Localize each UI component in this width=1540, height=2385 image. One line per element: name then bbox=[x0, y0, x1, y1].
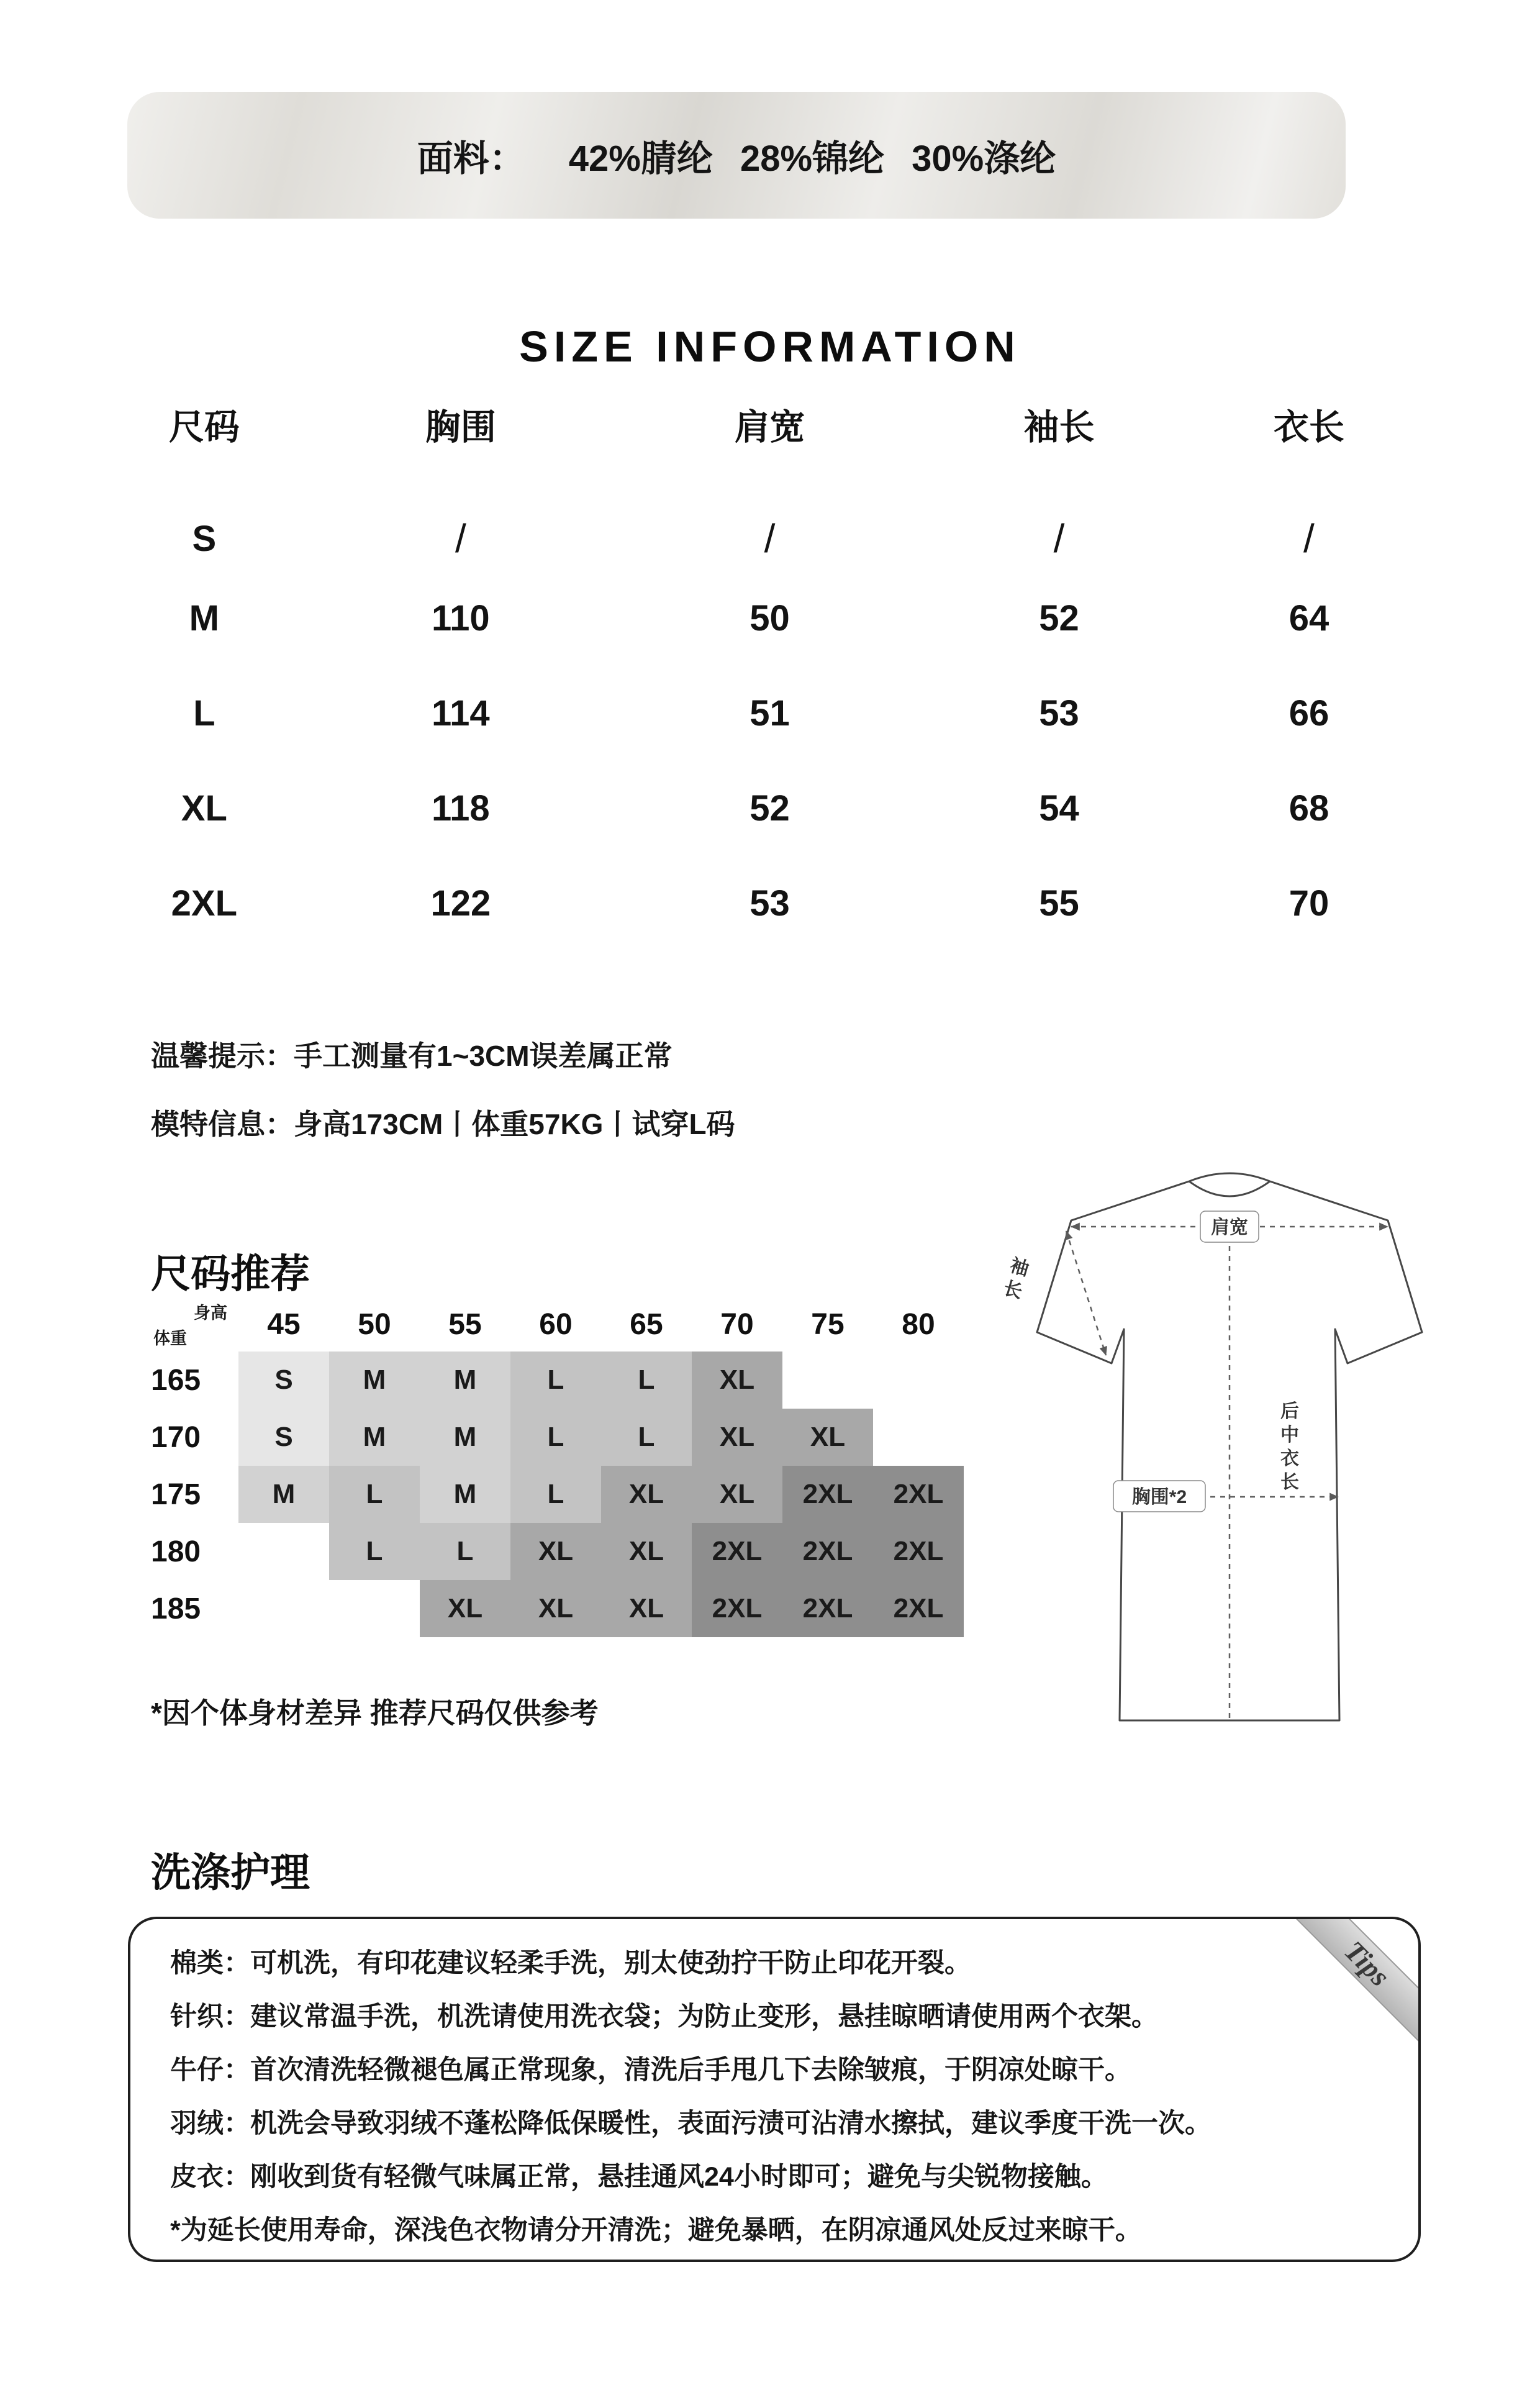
size-row bbox=[106, 571, 1421, 666]
size-value: 122 bbox=[430, 883, 491, 924]
recommend-cell: L bbox=[510, 1409, 601, 1466]
care-line: 牛仔：首次清洗轻微褪色属正常现象，清洗后手甩几下去除皱痕，于阴凉处晾干。 bbox=[170, 2055, 1131, 2085]
recommend-cell: L bbox=[601, 1409, 692, 1466]
size-row bbox=[106, 761, 1421, 856]
recommend-cell: S bbox=[238, 1352, 329, 1409]
grid-corner-label bbox=[151, 1297, 238, 1352]
size-value: / bbox=[455, 516, 466, 561]
care-line: 针织：建议常温手洗，机洗请使用洗衣袋；为防止变形，悬挂晾晒请使用两个衣架。 bbox=[170, 2002, 1158, 2032]
height-label: 170 bbox=[151, 1420, 201, 1454]
recommend-cell: 2XL bbox=[782, 1466, 873, 1523]
recommend-cell: L bbox=[510, 1352, 601, 1409]
size-table-body bbox=[106, 476, 1421, 951]
size-header-row bbox=[106, 399, 1421, 476]
care-box bbox=[128, 1917, 1421, 2262]
size-col-header: 胸围 bbox=[425, 407, 496, 447]
recommend-grid bbox=[151, 1297, 964, 1637]
size-value: 110 bbox=[432, 598, 490, 638]
weight-header: 70 bbox=[720, 1307, 754, 1341]
recommend-cell: M bbox=[329, 1409, 420, 1466]
recommend-cell: 2XL bbox=[692, 1523, 782, 1580]
size-name: L bbox=[193, 693, 215, 734]
recommend-cell-empty bbox=[782, 1352, 873, 1409]
recommend-cell: XL bbox=[601, 1466, 692, 1523]
recommend-cell: XL bbox=[510, 1580, 601, 1637]
sleeve-measure-line bbox=[1066, 1231, 1106, 1355]
recommend-footnote: *因个体身材差异 推荐尺码仅供参考 bbox=[151, 1697, 599, 1729]
recommend-cell: XL bbox=[782, 1409, 873, 1466]
size-row bbox=[106, 666, 1421, 761]
size-value: / bbox=[1303, 516, 1315, 561]
recommend-cell: 2XL bbox=[692, 1580, 782, 1637]
size-value: 51 bbox=[750, 693, 790, 734]
recommend-cell-empty bbox=[329, 1580, 420, 1637]
recommend-cell-empty bbox=[873, 1409, 964, 1466]
size-table bbox=[106, 399, 1421, 951]
recommend-cell: L bbox=[329, 1523, 420, 1580]
recommend-cell: S bbox=[238, 1409, 329, 1466]
measure-labels bbox=[1001, 1211, 1299, 1512]
size-name: S bbox=[192, 518, 217, 559]
size-name: M bbox=[189, 598, 219, 638]
size-value: / bbox=[764, 516, 776, 561]
recommend-cell: L bbox=[420, 1523, 510, 1580]
care-line: 皮衣：刚收到货有轻微气味属正常，悬挂通风24小时即可；避免与尖锐物接触。 bbox=[170, 2162, 1108, 2192]
size-col-header: 肩宽 bbox=[734, 407, 805, 447]
size-value: 52 bbox=[750, 788, 790, 829]
recommend-cell: XL bbox=[692, 1466, 782, 1523]
weight-header: 65 bbox=[630, 1307, 663, 1341]
height-label: 180 bbox=[151, 1535, 201, 1568]
measure-tip: 温馨提示：手工测量有1~3CM误差属正常 bbox=[151, 1040, 673, 1072]
size-value: 53 bbox=[750, 883, 790, 924]
recommend-cell: 2XL bbox=[873, 1466, 964, 1523]
care-line: *为延长使用寿命，深浅色衣物请分开清洗；避免暴晒，在阴凉通风处反过来晾干。 bbox=[170, 2215, 1142, 2245]
size-value: 70 bbox=[1289, 883, 1329, 924]
recommend-cell-empty bbox=[238, 1580, 329, 1637]
weight-header: 80 bbox=[902, 1307, 935, 1341]
size-value: 118 bbox=[432, 788, 490, 829]
weight-header: 55 bbox=[448, 1307, 482, 1341]
chest-label: 胸围*2 bbox=[1131, 1487, 1187, 1507]
fabric-label: 面料： bbox=[417, 139, 525, 179]
height-label: 165 bbox=[151, 1363, 201, 1397]
size-notes bbox=[151, 1022, 735, 1158]
care-line: 羽绒：机洗会导致羽绒不蓬松降低保暖性，表面污渍可沾清水擦拭，建议季度干洗一次。 bbox=[170, 2109, 1212, 2138]
recommend-cell: XL bbox=[601, 1580, 692, 1637]
size-name: XL bbox=[181, 788, 227, 829]
size-value: 54 bbox=[1039, 788, 1079, 829]
corner-height-label: 身高 bbox=[194, 1304, 227, 1322]
weight-header: 50 bbox=[358, 1307, 391, 1341]
recommend-cell-empty bbox=[238, 1523, 329, 1580]
size-value: / bbox=[1053, 516, 1065, 561]
measure-lines bbox=[1066, 1216, 1388, 1718]
size-value: 52 bbox=[1039, 598, 1079, 638]
care-lines bbox=[170, 1937, 1393, 2257]
size-value: 68 bbox=[1289, 788, 1329, 829]
weight-header: 45 bbox=[267, 1307, 301, 1341]
care-title: 洗涤护理 bbox=[151, 1850, 310, 1895]
size-row bbox=[106, 476, 1421, 571]
corner-weight-label: 体重 bbox=[153, 1329, 187, 1348]
size-name: 2XL bbox=[171, 883, 238, 924]
size-value: 114 bbox=[432, 693, 490, 734]
recommend-cell: 2XL bbox=[782, 1523, 873, 1580]
size-value: 55 bbox=[1039, 883, 1079, 924]
fabric-banner bbox=[127, 92, 1346, 219]
recommend-cell: M bbox=[238, 1466, 329, 1523]
recommend-cell: M bbox=[420, 1409, 510, 1466]
weight-header: 75 bbox=[811, 1307, 845, 1341]
recommend-cell: L bbox=[329, 1466, 420, 1523]
height-label: 175 bbox=[151, 1478, 201, 1511]
recommend-cell: 2XL bbox=[782, 1580, 873, 1637]
recommend-cell: L bbox=[601, 1352, 692, 1409]
recommend-cell: M bbox=[420, 1352, 510, 1409]
size-value: 50 bbox=[750, 598, 790, 638]
recommend-cell: XL bbox=[692, 1409, 782, 1466]
recommend-cell: XL bbox=[692, 1352, 782, 1409]
shoulder-label: 肩宽 bbox=[1211, 1217, 1248, 1238]
height-label: 185 bbox=[151, 1592, 201, 1625]
size-value: 66 bbox=[1289, 693, 1329, 734]
recommend-cell: XL bbox=[510, 1523, 601, 1580]
recommend-cell: XL bbox=[601, 1523, 692, 1580]
model-info: 模特信息：身高173CM丨体重57KG丨试穿L码 bbox=[151, 1108, 735, 1140]
size-information-title: SIZE INFORMATION bbox=[519, 322, 1021, 371]
recommend-cell: M bbox=[329, 1352, 420, 1409]
size-recommend-title: 尺码推荐 bbox=[151, 1252, 310, 1296]
recommend-cell-empty bbox=[873, 1352, 964, 1409]
size-value: 64 bbox=[1289, 598, 1329, 638]
recommend-cell: XL bbox=[420, 1580, 510, 1637]
sleeve-label: 袖长 bbox=[1001, 1255, 1031, 1303]
recommend-cell: 2XL bbox=[873, 1523, 964, 1580]
tips-ribbon: Tips bbox=[1270, 1917, 1421, 2060]
recommend-cell: 2XL bbox=[873, 1580, 964, 1637]
care-line: 棉类：可机洗，有印花建议轻柔手洗，别太使劲拧干防止印花开裂。 bbox=[170, 1948, 971, 1978]
tshirt-measure-diagram bbox=[972, 1149, 1487, 1745]
size-col-header: 衣长 bbox=[1273, 407, 1344, 447]
recommend-cell: L bbox=[510, 1466, 601, 1523]
size-value: 53 bbox=[1039, 693, 1079, 734]
weight-header: 60 bbox=[539, 1307, 573, 1341]
fabric-composition: 42%腈纶 28%锦纶 30%涤纶 bbox=[568, 139, 1056, 179]
size-row bbox=[106, 856, 1421, 951]
size-col-header: 尺码 bbox=[168, 407, 240, 447]
back-length-label: 后中衣长 bbox=[1280, 1401, 1299, 1492]
size-col-header: 袖长 bbox=[1023, 407, 1095, 447]
recommend-cell: M bbox=[420, 1466, 510, 1523]
